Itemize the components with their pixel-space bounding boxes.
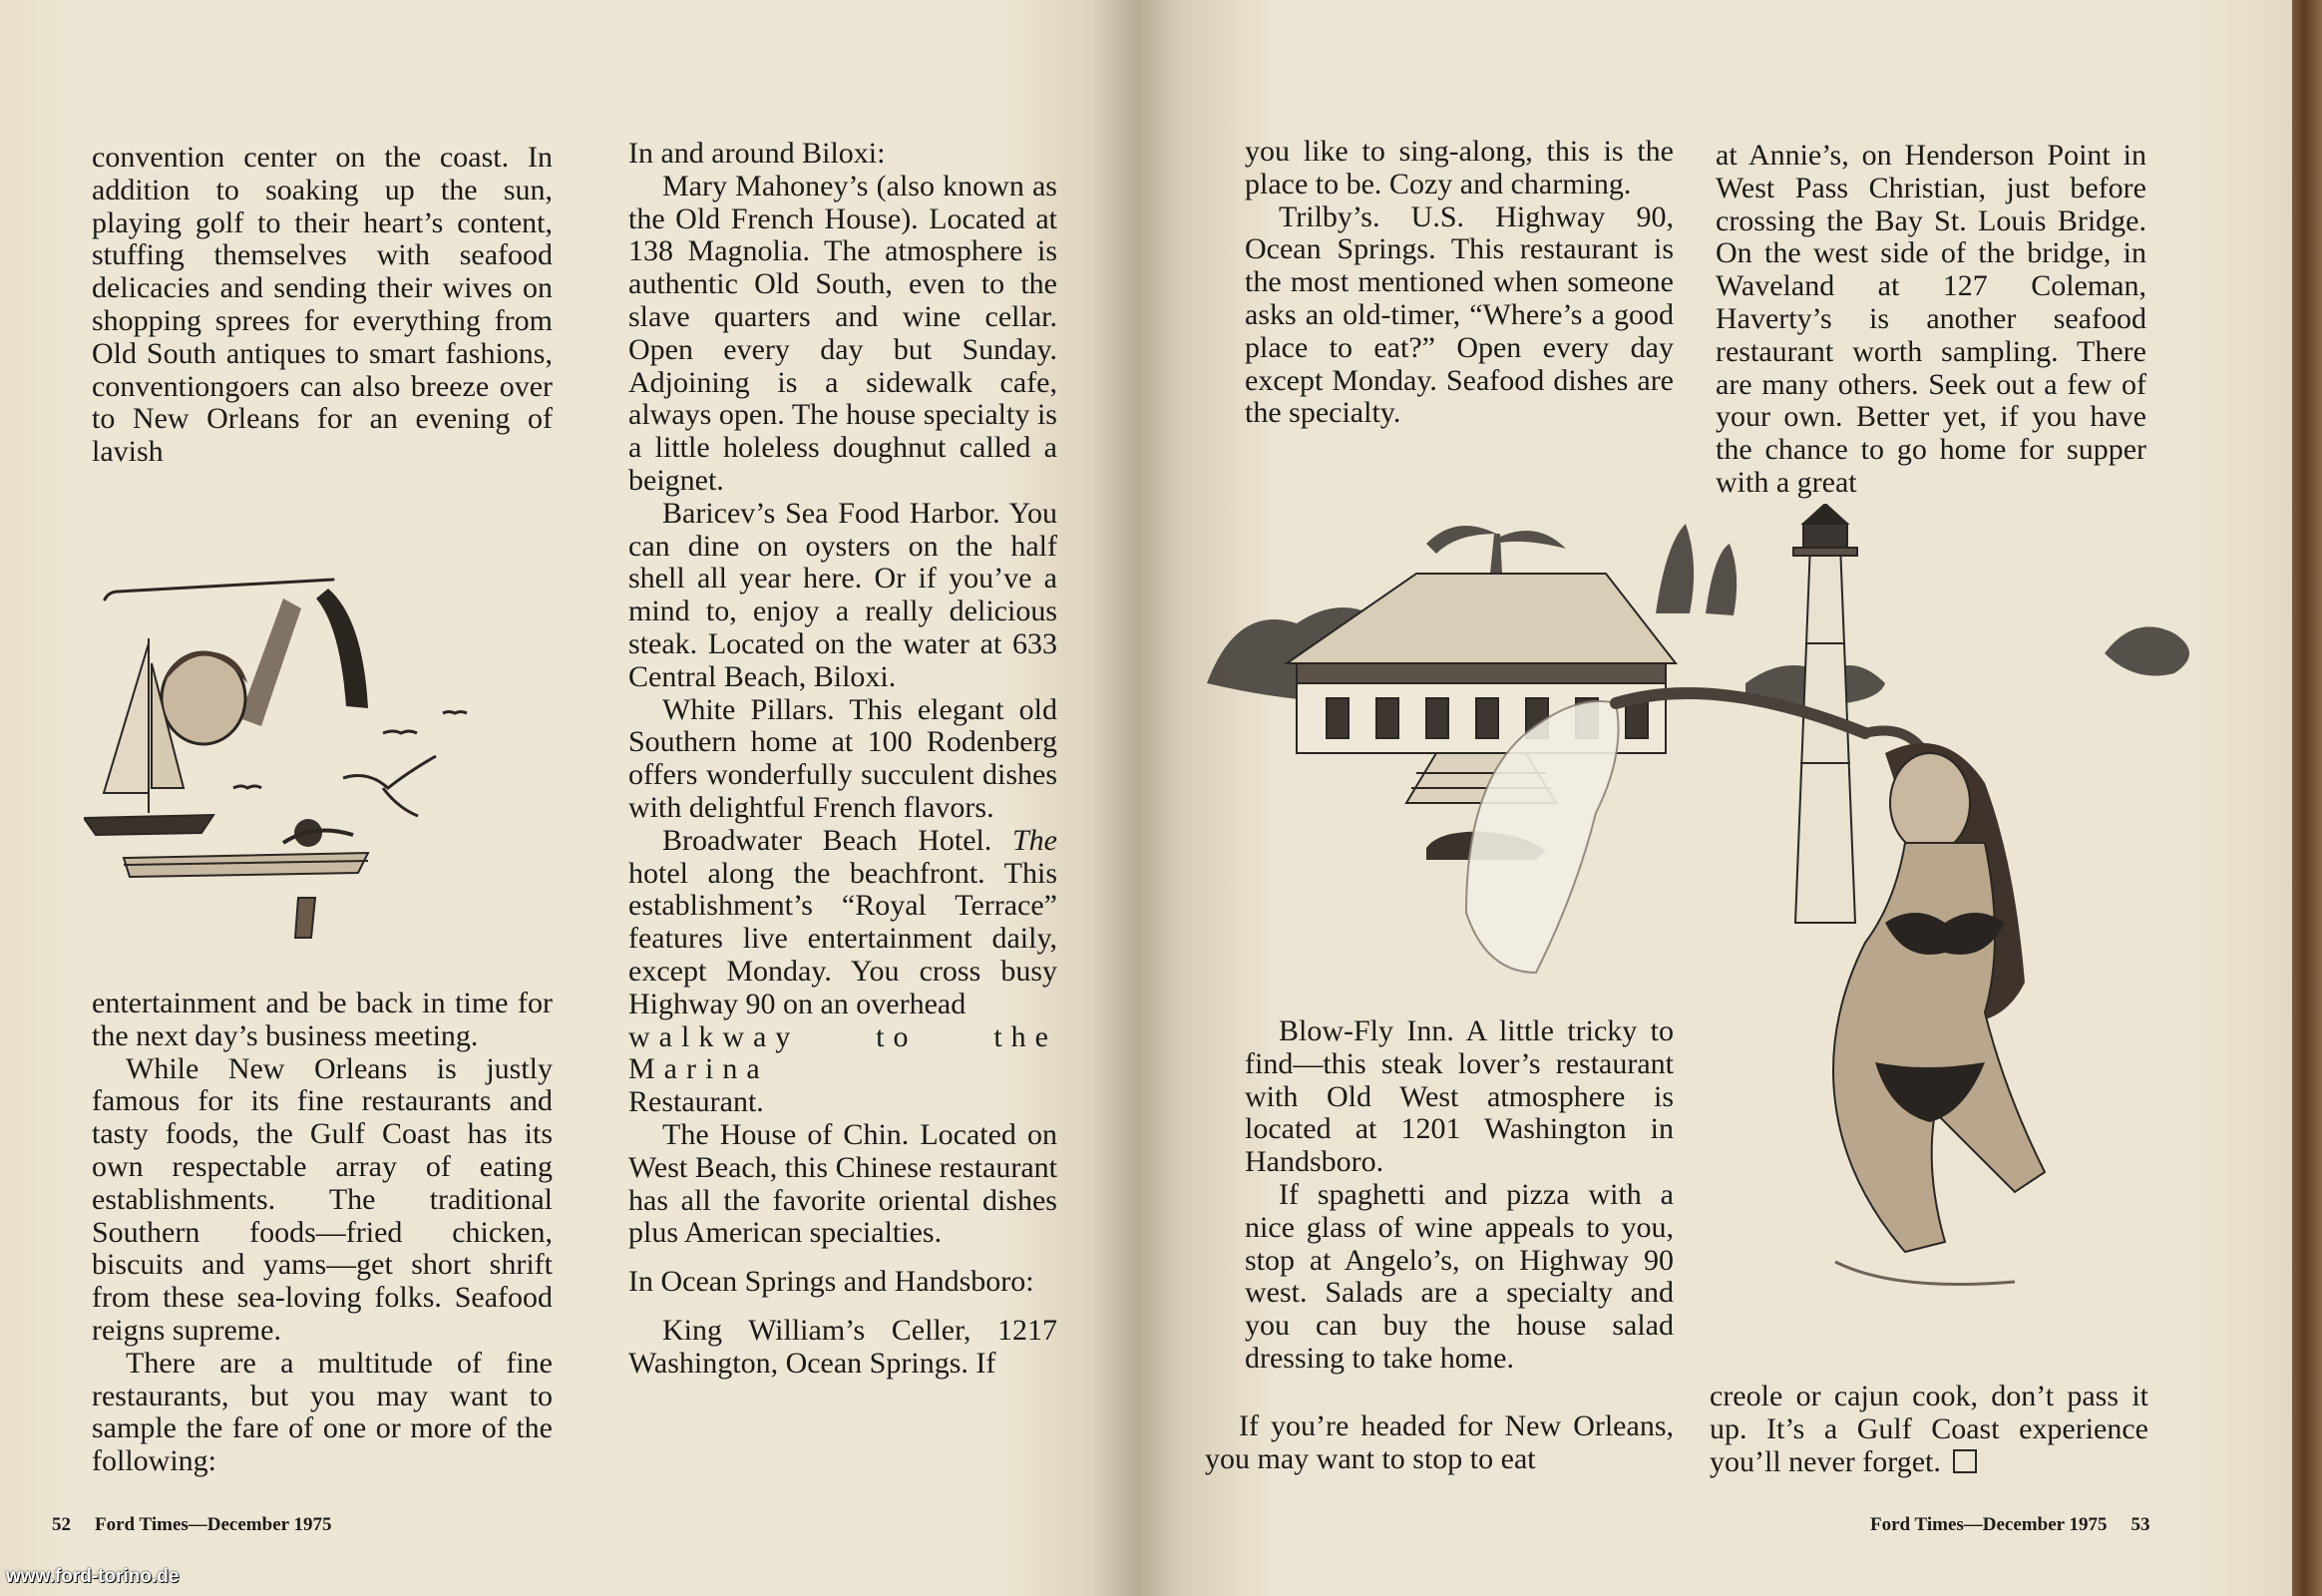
paragraph: The House of Chin. Located on West Beach, this Chinese restaurant has all the favorite oriental dishes plus American specialties.	[628, 1117, 1057, 1250]
watermark: www.ford-torino.de	[6, 1566, 180, 1587]
golf-sailing-illustration	[84, 544, 592, 943]
right-page	[1137, 0, 2292, 1596]
left-column-1-bottom	[92, 988, 553, 1478]
left-page	[0, 0, 1137, 1596]
paragraph: entertainment and be back in time for the next day’s business meeting.	[92, 987, 553, 1052]
paragraph: Trilby’s. U.S. Highway 90, Ocean Springs. This restaurant is the most mentioned when someone asks an old-timer, “Where’s a good place to eat?” Open every day except Monday. Seafood dishes are the specialty.	[1245, 200, 1674, 430]
paragraph: at Annie’s, on Henderson Point in West Pass Christian, just before crossing the Bay St. Louis Bridge. On the west side of the bridge, in Waveland at 127 Coleman, Haverty’s is another seafood restaurant worth sampling. There are many others. Seek out a few of your own. Better yet, if you have the chance to go home for supper with a great	[1716, 139, 2146, 499]
folio-right	[1870, 1514, 2149, 1536]
paragraph: Blow-Fly Inn. A little tricky to find—this steak lover’s restaurant with Old West atmosphere is located at 1201 Washington in Handsboro.	[1245, 1014, 1674, 1179]
paragraph: There are a multitude of fine restaurants, but you may want to sample the fare of one or more of the following:	[92, 1346, 553, 1478]
paragraph: Baricev’s Sea Food Harbor. You can dine on oysters on the half shell all year here. Or if you’ve a mind to, enjoy a really delicious steak. Located on the water at 633 Central Beach, Biloxi.	[628, 496, 1057, 693]
left-column-2	[628, 138, 1057, 1380]
paragraph-closing	[1710, 1381, 2148, 1478]
text-line: Restaurant.	[628, 1085, 764, 1119]
page-number: 52	[52, 1514, 71, 1535]
right-column-2-top	[1716, 140, 2146, 500]
paragraph: If spaghetti and pizza with a nice glass of wine appeals to you, stop at Angelo’s, on Highway 90 west. Salads are a specialty and you can buy the house salad dressing to take home.	[1245, 1177, 1674, 1375]
section-heading-ocean-springs: In Ocean Springs and Handsboro:	[628, 1265, 1034, 1299]
right-column-1-middle	[1245, 1015, 1674, 1376]
paragraph: While New Orleans is justly famous for its fine restaurants and tasty foods, the Gulf Coast has its own respectable array of eating establishments. The traditional Southern foods—fried chicken, biscuits and yams—get short shrift from these sea-loving folks. Seafood reigns supreme.	[92, 1051, 553, 1347]
book-edge	[2292, 0, 2322, 1596]
italic-text: The	[1012, 823, 1057, 857]
end-mark-square-icon	[1953, 1449, 1977, 1473]
closing-text: creole or cajun cook, don’t pass it up. It’s a Gulf Coast experience you’ll never forget.	[1710, 1380, 2148, 1478]
paragraph: Mary Mahoney’s (also known as the Old French House). Located at 138 Magnolia. The atmosphere is authentic Old South, even to the slave quarters and wine cellar. Open every day but Sunday. Adjoining is a sidewalk cafe, always open. The house specialty is a little holeless doughnut called a beignet.	[628, 169, 1057, 497]
spaced-line: walkway to the Marina	[628, 1019, 1057, 1086]
paragraph: you like to sing-along, this is the place to be. Cozy and charming.	[1245, 135, 1674, 200]
paragraph: If you’re headed for New Orleans, you may want to stop to eat	[1205, 1409, 1674, 1475]
right-column-1-bottom	[1205, 1410, 1674, 1476]
left-column-1-top	[92, 142, 553, 469]
paragraph: King William’s Celler, 1217 Washington, Ocean Springs. If	[628, 1313, 1057, 1380]
paragraph-broadwater	[628, 825, 1057, 1021]
section-heading-biloxi: In and around Biloxi:	[628, 137, 886, 170]
page-number: 53	[2130, 1514, 2150, 1535]
text-run: Broadwater Beach Hotel.	[662, 823, 1012, 857]
text-run: hotel along the beachfront. This establishment’s “Royal Terrace” features live entertainment daily, except Monday. You cross busy Highway 90 on an overhead	[628, 856, 1057, 1020]
running-footer: Ford Times—December 1975	[1870, 1514, 2108, 1535]
right-column-1-top	[1245, 136, 1674, 430]
running-footer: Ford Times—December 1975	[95, 1514, 332, 1535]
folio-left	[52, 1514, 331, 1536]
right-column-2-bottom	[1710, 1381, 2148, 1478]
paragraph: convention center on the coast. In addition to soaking up the sun, playing golf to their heart’s content, stuffing themselves with seafood delicacies and sending their wives on shopping sprees for everything from Old South antiques to smart fashions, conventiongoers can also breeze over to New Orleans for an evening of lavish	[92, 141, 553, 469]
paragraph: White Pillars. This elegant old Southern home at 100 Rodenberg offers wonderfully succulent dishes with delightful French flavors.	[628, 692, 1057, 824]
